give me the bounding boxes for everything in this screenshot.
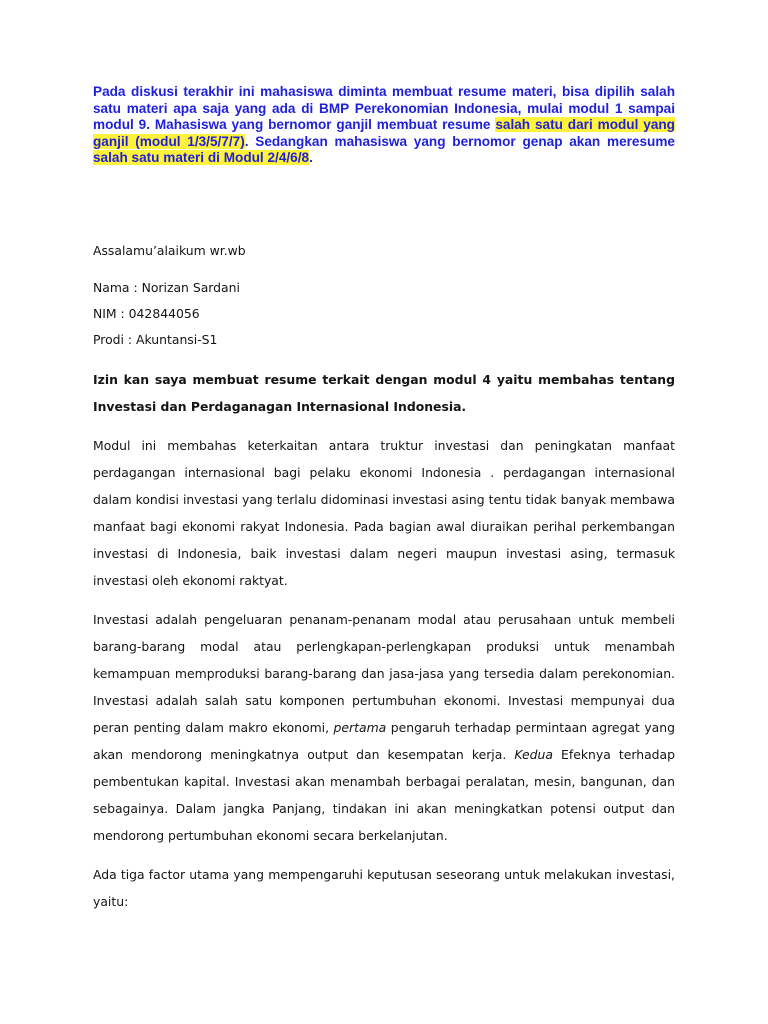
paragraph-investasi-text-3: Efeknya terhadap pembentukan kapital. Investasi akan menambah berbagai peralatan, mesin, bangunan, dan sebagainya. Dalam jangka Panjang, tindakan ini akan meningkatkan potensi output dan mendorong pertumbuhan ekonomi secara berkelanjutan. [93,747,675,843]
instructions-highlight-odd: salah satu dari modul yang ganjil (modul 1/3/5/7/7) [93,117,675,149]
paragraph-investasi-text-2: pengaruh terhadap permintaan agregat yang akan mendorong meningkatnya output dan kesempatan kerja. [93,720,675,762]
italic-pertama: pertama [333,720,387,735]
instructions-text-3: . [309,150,313,166]
greeting: Assalamu’alaikum wr.wb [93,243,246,258]
italic-kedua: Kedua [514,747,553,762]
paragraph-modul: Modul ini membahas keterkaitan antara truktur investasi dan peningkatan manfaat perdagangan internasional bagi pelaku ekonomi Indonesia . perdagangan internasional dalam kondisi investasi yang terlalu didominasi investasi asing tentu tidak banyak membawa manfaat bagi ekonomi rakyat Indonesia. Pada bagian awal diuraikan perihal perkembangan investasi di Indonesia, baik investasi dalam negeri maupun investasi asing, termasuk investasi oleh ekonomi raktyat. [93,438,675,588]
student-prodi: Prodi : Akuntansi-S1 [93,332,218,347]
paragraph-investasi [93,606,675,849]
paragraph-investasi-text-1: Investasi adalah pengeluaran penanam-penanam modal atau perusahaan untuk membeli barang-barang modal atau perlengkapan-perlengkapan produksi untuk menambah kemampuan memproduksi barang-barang dan jasa-jasa yang tersedia dalam perekonomian. Investasi adalah salah satu komponen pertumbuhan ekonomi. Investasi mempunyai dua peran penting dalam makro ekonomi, [93,612,675,735]
instructions-text-1: Pada diskusi terakhir ini mahasiswa diminta membuat resume materi, bisa dipilih salah satu materi apa saja yang ada di BMP Perekonomian Indonesia, mulai modul 1 sampai modul 9. Mahasiswa yang bernomor ganjil membuat resume [93,84,675,133]
document-body [93,238,675,927]
assignment-instructions [93,84,675,167]
paragraph-factors: Ada tiga factor utama yang mempengaruhi keputusan seseorang untuk melakukan investasi, yaitu: [93,867,675,909]
student-nim: NIM : 042844056 [93,306,200,321]
instructions-text-2: . Sedangkan mahasiswa yang bernomor genap akan meresume [244,133,675,149]
instructions-highlight-even: salah satu materi di Modul 2/4/6/8 [93,150,310,166]
resume-heading: Izin kan saya membuat resume terkait dengan modul 4 yaitu membahas tentang Investasi dan Perdaganagan Internasional Indonesia. [93,372,675,414]
student-name: Nama : Norizan Sardani [93,280,240,295]
